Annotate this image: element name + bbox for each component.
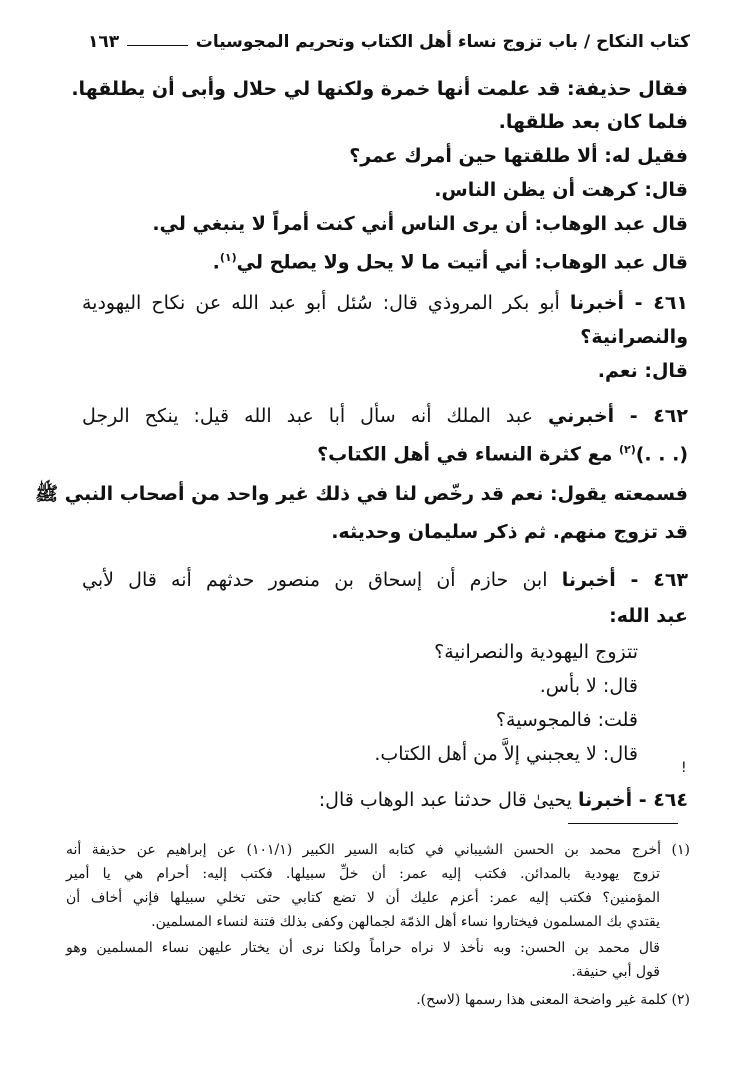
header-title: كتاب النكاح / باب تزوج نساء أهل الكتاب وتحريم المجوسيات xyxy=(195,32,690,52)
entry-464-line xyxy=(319,786,688,814)
text-line: قال: لا بأس. xyxy=(539,675,638,697)
footnote-line: يقتدي بك المسلمون فيختاروا نساء أهل الذمّة لجمالهن وكفى بذلك فتنة لنساء المسلمين. xyxy=(151,914,660,930)
text-line: فلما كان بعد طلقها. xyxy=(498,111,688,133)
text-line xyxy=(213,244,688,276)
footnote-line: تزوج يهودية بالمدائن. فكتب إليه عمر: أن خلِّ سبيلها. فكتب إليه: أحرام هي يا أمير xyxy=(66,866,660,882)
footnote-line: (١) أخرج محمد بن الحسن الشيباني في كتابه السير الكبير (١٠١/١) عن إبراهيم عن حذيفة أنه xyxy=(66,842,691,858)
footnote-line: قول أبي حنيفة. xyxy=(571,964,660,980)
page-number: ١٦٣ xyxy=(88,32,120,52)
margin-mark: ! xyxy=(681,760,687,776)
entry-464-text: يحيىٰ قال حدثنا عبد الوهاب قال: xyxy=(318,789,572,811)
text-line: قال عبد الوهاب: أن يرى الناس أني كنت أمراً لا ينبغي لي. xyxy=(152,213,688,235)
text-line: قال: لا يعجبني إلاَّ من أهل الكتاب. xyxy=(374,743,638,765)
text-line-content: قال عبد الوهاب: أني أتيت ما لا يحل ولا يصلح لي xyxy=(236,251,688,274)
text-line: والنصرانية؟ xyxy=(580,326,688,348)
entry-462-number: ٤٦٢ - أخبرني xyxy=(547,405,688,427)
entry-461-text: أبو بكر المروذي قال: سُئل أبو عبد الله عن نكاح اليهودية xyxy=(82,292,560,314)
footnote-ref: (١) xyxy=(219,251,237,264)
text-line: قال: كرهت أن يظن الناس. xyxy=(434,179,688,201)
text-line: فقال حذيفة: قد علمت أنها خمرة ولكنها لي حلال وأبى أن يطلقها. xyxy=(71,78,688,100)
footnote-line: (٢) كلمة غير واضحة المعنى هذا رسمها (لاسح). xyxy=(416,992,690,1008)
text-line: فسمعته يقول: نعم قد رخّص لنا في ذلك غير واحد من أصحاب النبي ﷺ xyxy=(35,483,688,505)
entry-461-number: ٤٦١ - أخبرنا xyxy=(569,292,689,314)
running-header xyxy=(88,30,690,54)
ellipsis-gap: (. . .) xyxy=(635,443,688,466)
entry-462-line xyxy=(82,402,688,430)
entry-464-number: ٤٦٤ - أخبرنا xyxy=(578,789,688,811)
footnote-ref: (٢) xyxy=(618,443,636,456)
text-line xyxy=(317,436,688,468)
entry-463-line xyxy=(82,566,688,594)
text-line: قلت: فالمجوسية؟ xyxy=(495,709,638,731)
entry-461-line xyxy=(82,289,688,317)
entry-463-number: ٤٦٣ - أخبرنا xyxy=(561,569,689,591)
text-line-content: مع كثرة النساء في أهل الكتاب؟ xyxy=(317,443,613,466)
footnote-line: المؤمنين؟ فكتب إليه عمر: أعزم عليك أن لا تضع كتابي حتى تخلي سبيلها فإني أخاف أن xyxy=(66,890,660,906)
entry-462-text: عبد الملك أنه سأل أبا عبد الله قيل: ينكح الرجل xyxy=(82,405,533,427)
text-line: قد تزوج منهم. ثم ذكر سليمان وحديثه. xyxy=(331,521,688,543)
text-line-end: . xyxy=(212,251,220,274)
text-line: تتزوج اليهودية والنصرانية؟ xyxy=(434,641,638,663)
footnote-line: قال محمد بن الحسن: وبه نأخذ لا نراه حراماً ولكنا نرى أن يختار عليهن نساء المسلمين وهو xyxy=(66,940,660,956)
text-line: فقيل له: ألا طلقتها حين أمرك عمر؟ xyxy=(349,145,688,167)
header-rule xyxy=(127,45,188,46)
text-line: عبد الله: xyxy=(609,605,688,627)
entry-463-text: ابن حازم أن إسحاق بن منصور حدثهم أنه قال لأبي xyxy=(82,569,548,591)
footnote-separator xyxy=(568,823,678,824)
text-line: قال: نعم. xyxy=(597,360,688,382)
